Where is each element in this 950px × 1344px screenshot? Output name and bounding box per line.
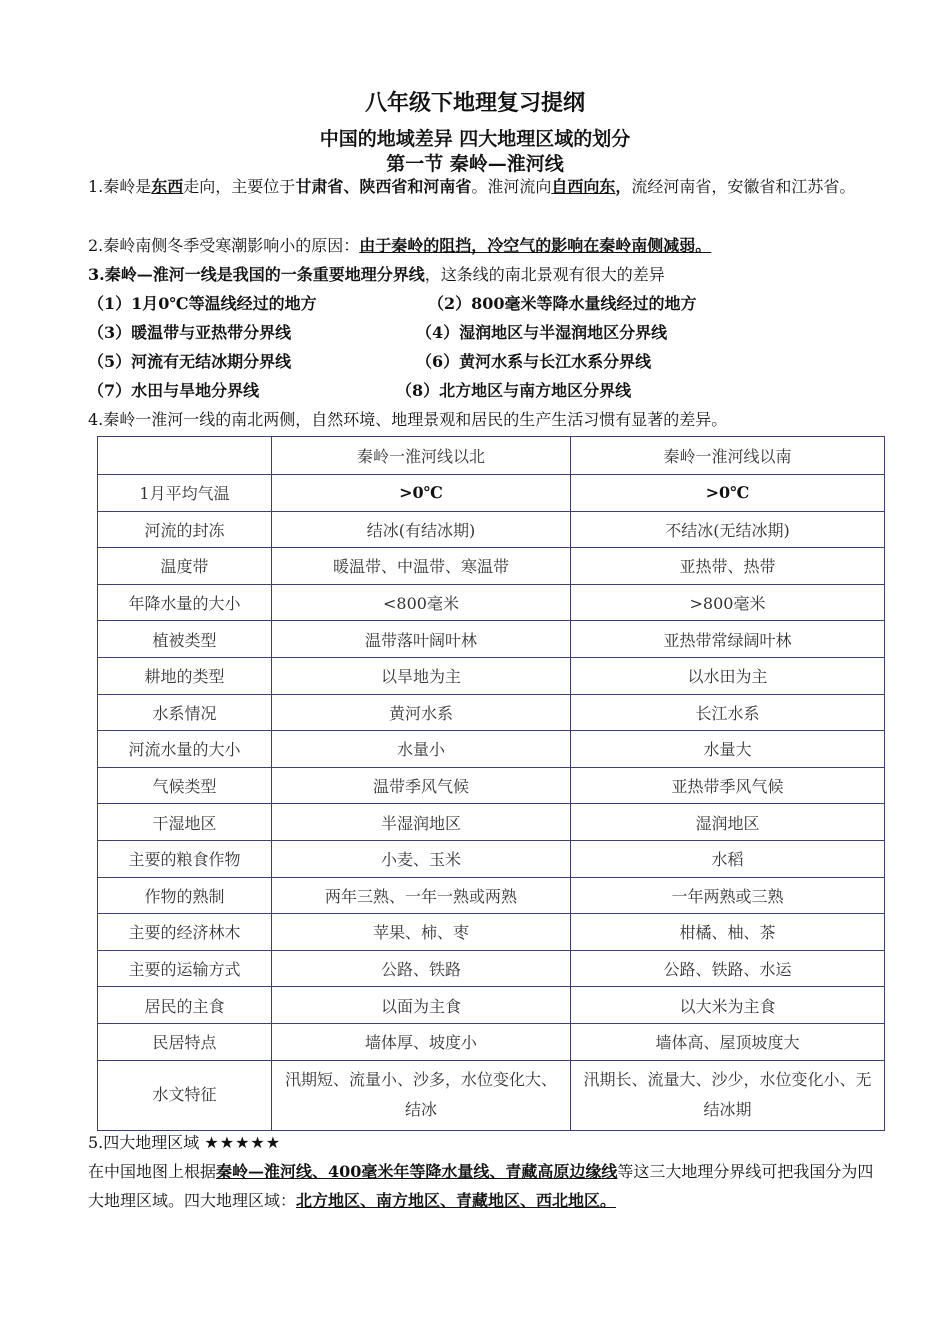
row-label: 主要的运输方式 [98, 950, 272, 987]
north-cell: 以面为主食 [272, 987, 571, 1024]
importance-stars: ★★★★★ [204, 1133, 282, 1152]
table-row [98, 987, 885, 1024]
table-row [98, 914, 885, 951]
north-cell: 黄河水系 [272, 694, 571, 731]
north-cell: 小麦、玉米 [272, 840, 571, 877]
table-row [98, 840, 885, 877]
row-label: 主要的粮食作物 [98, 840, 272, 877]
north-cell: 公路、铁路 [272, 950, 571, 987]
row-label: 1月平均气温 [98, 475, 272, 512]
table-row [98, 584, 885, 621]
south-cell: 不结冰(无结冰期) [571, 511, 885, 548]
south-cell: 以水田为主 [571, 657, 885, 694]
north-cell: 苹果、柿、枣 [272, 914, 571, 951]
row-label: 水系情况 [98, 694, 272, 731]
row-label: 温度带 [98, 548, 272, 585]
table-row [98, 511, 885, 548]
row-label: 干湿地区 [98, 804, 272, 841]
boundary-item-6: （6）黄河水系与长江水系分界线 [416, 352, 652, 371]
paragraph-5: 在中国地图上根据秦岭—淮河线、400毫米年等降水量线、青藏高原边缘线等这三大地理分界线可把我国分为四大地理区域。四大地理区域：北方地区、南方地区、青藏地区、西北地区。 [88, 1162, 874, 1210]
south-cell: 柑橘、柚、茶 [571, 914, 885, 951]
north-cell: 墙体厚、坡度小 [272, 1023, 571, 1060]
north-cell: 水量小 [272, 731, 571, 768]
south-cell: >800毫米 [571, 584, 885, 621]
boundary-item-5: （5）河流有无结冰期分界线 [88, 352, 292, 371]
table-row [98, 475, 885, 512]
boundary-item-8: （8）北方地区与南方地区分界线 [396, 381, 632, 400]
boundary-item-4: （4）湿润地区与半湿润地区分界线 [416, 323, 668, 342]
row-label: 居民的主食 [98, 987, 272, 1024]
boundary-item-3: （3）暖温带与亚热带分界线 [88, 323, 292, 342]
reason-answer: 由于秦岭的阻挡，冷空气的影响在秦岭南侧减弱。 [359, 236, 712, 255]
north-cell: 两年三熟、一年一熟或两熟 [272, 877, 571, 914]
boundary-lines-term: 秦岭—淮河线、400毫米年等降水量线、青藏高原边缘线 [216, 1162, 618, 1181]
chapter-subtitle: 中国的地域差异 四大地理区域的划分 [319, 128, 631, 150]
table-row [98, 1023, 885, 1060]
direction-term: 东西 [151, 177, 184, 196]
header-cell [98, 437, 272, 475]
row-label: 作物的熟制 [98, 877, 272, 914]
south-cell: 墙体高、屋顶坡度大 [571, 1023, 885, 1060]
row-label: 河流水量的大小 [98, 731, 272, 768]
provinces-term: 甘肃省、陕西省和河南省 [295, 177, 472, 196]
south-cell: 湿润地区 [571, 804, 885, 841]
south-cell: 亚热带季风气候 [571, 767, 885, 804]
boundary-item-2: （2）800毫米等降水量线经过的地方 [428, 294, 697, 313]
north-cell: 半湿润地区 [272, 804, 571, 841]
four-regions-term: 北方地区、南方地区、青藏地区、西北地区。 [296, 1191, 617, 1210]
north-cell: <800毫米 [272, 584, 571, 621]
south-cell: 汛期长、流量大、沙少，水位变化小、无结冰期 [571, 1060, 885, 1130]
south-cell: 长江水系 [571, 694, 885, 731]
north-cell: 温带落叶阔叶林 [272, 621, 571, 658]
table-row [98, 950, 885, 987]
north-cell: 温带季风气候 [272, 767, 571, 804]
south-cell: 水稻 [571, 840, 885, 877]
north-south-comparison-table [97, 436, 885, 1131]
row-label: 主要的经济林木 [98, 914, 272, 951]
table-header-row [98, 437, 885, 475]
header-cell: 秦岭一淮河线以北 [272, 437, 571, 475]
south-cell: 亚热带、热带 [571, 548, 885, 585]
table-row [98, 548, 885, 585]
document-title: 八年级下地理复习提纲 [364, 90, 585, 116]
south-cell: 以大米为主食 [571, 987, 885, 1024]
south-cell: 一年两熟或三熟 [571, 877, 885, 914]
south-cell: >0℃ [571, 475, 885, 512]
south-cell: 公路、铁路、水运 [571, 950, 885, 987]
row-label: 水文特征 [98, 1060, 272, 1130]
row-label: 植被类型 [98, 621, 272, 658]
north-cell: >0℃ [272, 475, 571, 512]
south-cell: 亚热带常绿阔叶林 [571, 621, 885, 658]
table-row [98, 1060, 885, 1130]
south-cell: 水量大 [571, 731, 885, 768]
paragraph-5-heading: 5.四大地理区域 ★★★★★ [88, 1133, 282, 1152]
table-row [98, 767, 885, 804]
paragraph-3: 3.秦岭—淮河一线是我国的一条重要地理分界线，这条线的南北景观有很大的差异 [88, 265, 665, 284]
paragraph-1: 1.秦岭是东西走向，主要位于甘肃省、陕西省和河南省。淮河流向自西向东，流经河南省，安徽省和江苏省。 [88, 177, 856, 196]
paragraph-4: 4.秦岭一淮河一线的南北两侧，自然环境、地理景观和居民的生产生活习惯有显著的差异。 [88, 410, 728, 429]
table-row [98, 657, 885, 694]
north-cell: 结冰(有结冰期) [272, 511, 571, 548]
row-label: 民居特点 [98, 1023, 272, 1060]
boundary-item-1: （1）1月0℃等温线经过的地方 [88, 294, 317, 313]
table-row [98, 621, 885, 658]
table-row [98, 804, 885, 841]
table-row [98, 731, 885, 768]
row-label: 河流的封冻 [98, 511, 272, 548]
header-cell: 秦岭一淮河线以南 [571, 437, 885, 475]
row-label: 耕地的类型 [98, 657, 272, 694]
section-heading: 第一节 秦岭—淮河线 [386, 153, 564, 175]
boundary-item-7: （7）水田与旱地分界线 [88, 381, 260, 400]
paragraph-2: 2.秦岭南侧冬季受寒潮影响小的原因：由于秦岭的阻挡，冷空气的影响在秦岭南侧减弱。 [88, 236, 712, 255]
row-label: 气候类型 [98, 767, 272, 804]
table-row [98, 694, 885, 731]
flow-direction-term: 自西向东 [551, 177, 616, 196]
north-cell: 暖温带、中温带、寒温带 [272, 548, 571, 585]
table-row [98, 877, 885, 914]
row-label: 年降水量的大小 [98, 584, 272, 621]
north-cell: 以旱地为主 [272, 657, 571, 694]
north-cell: 汛期短、流量小、沙多，水位变化大、结冰 [272, 1060, 571, 1130]
